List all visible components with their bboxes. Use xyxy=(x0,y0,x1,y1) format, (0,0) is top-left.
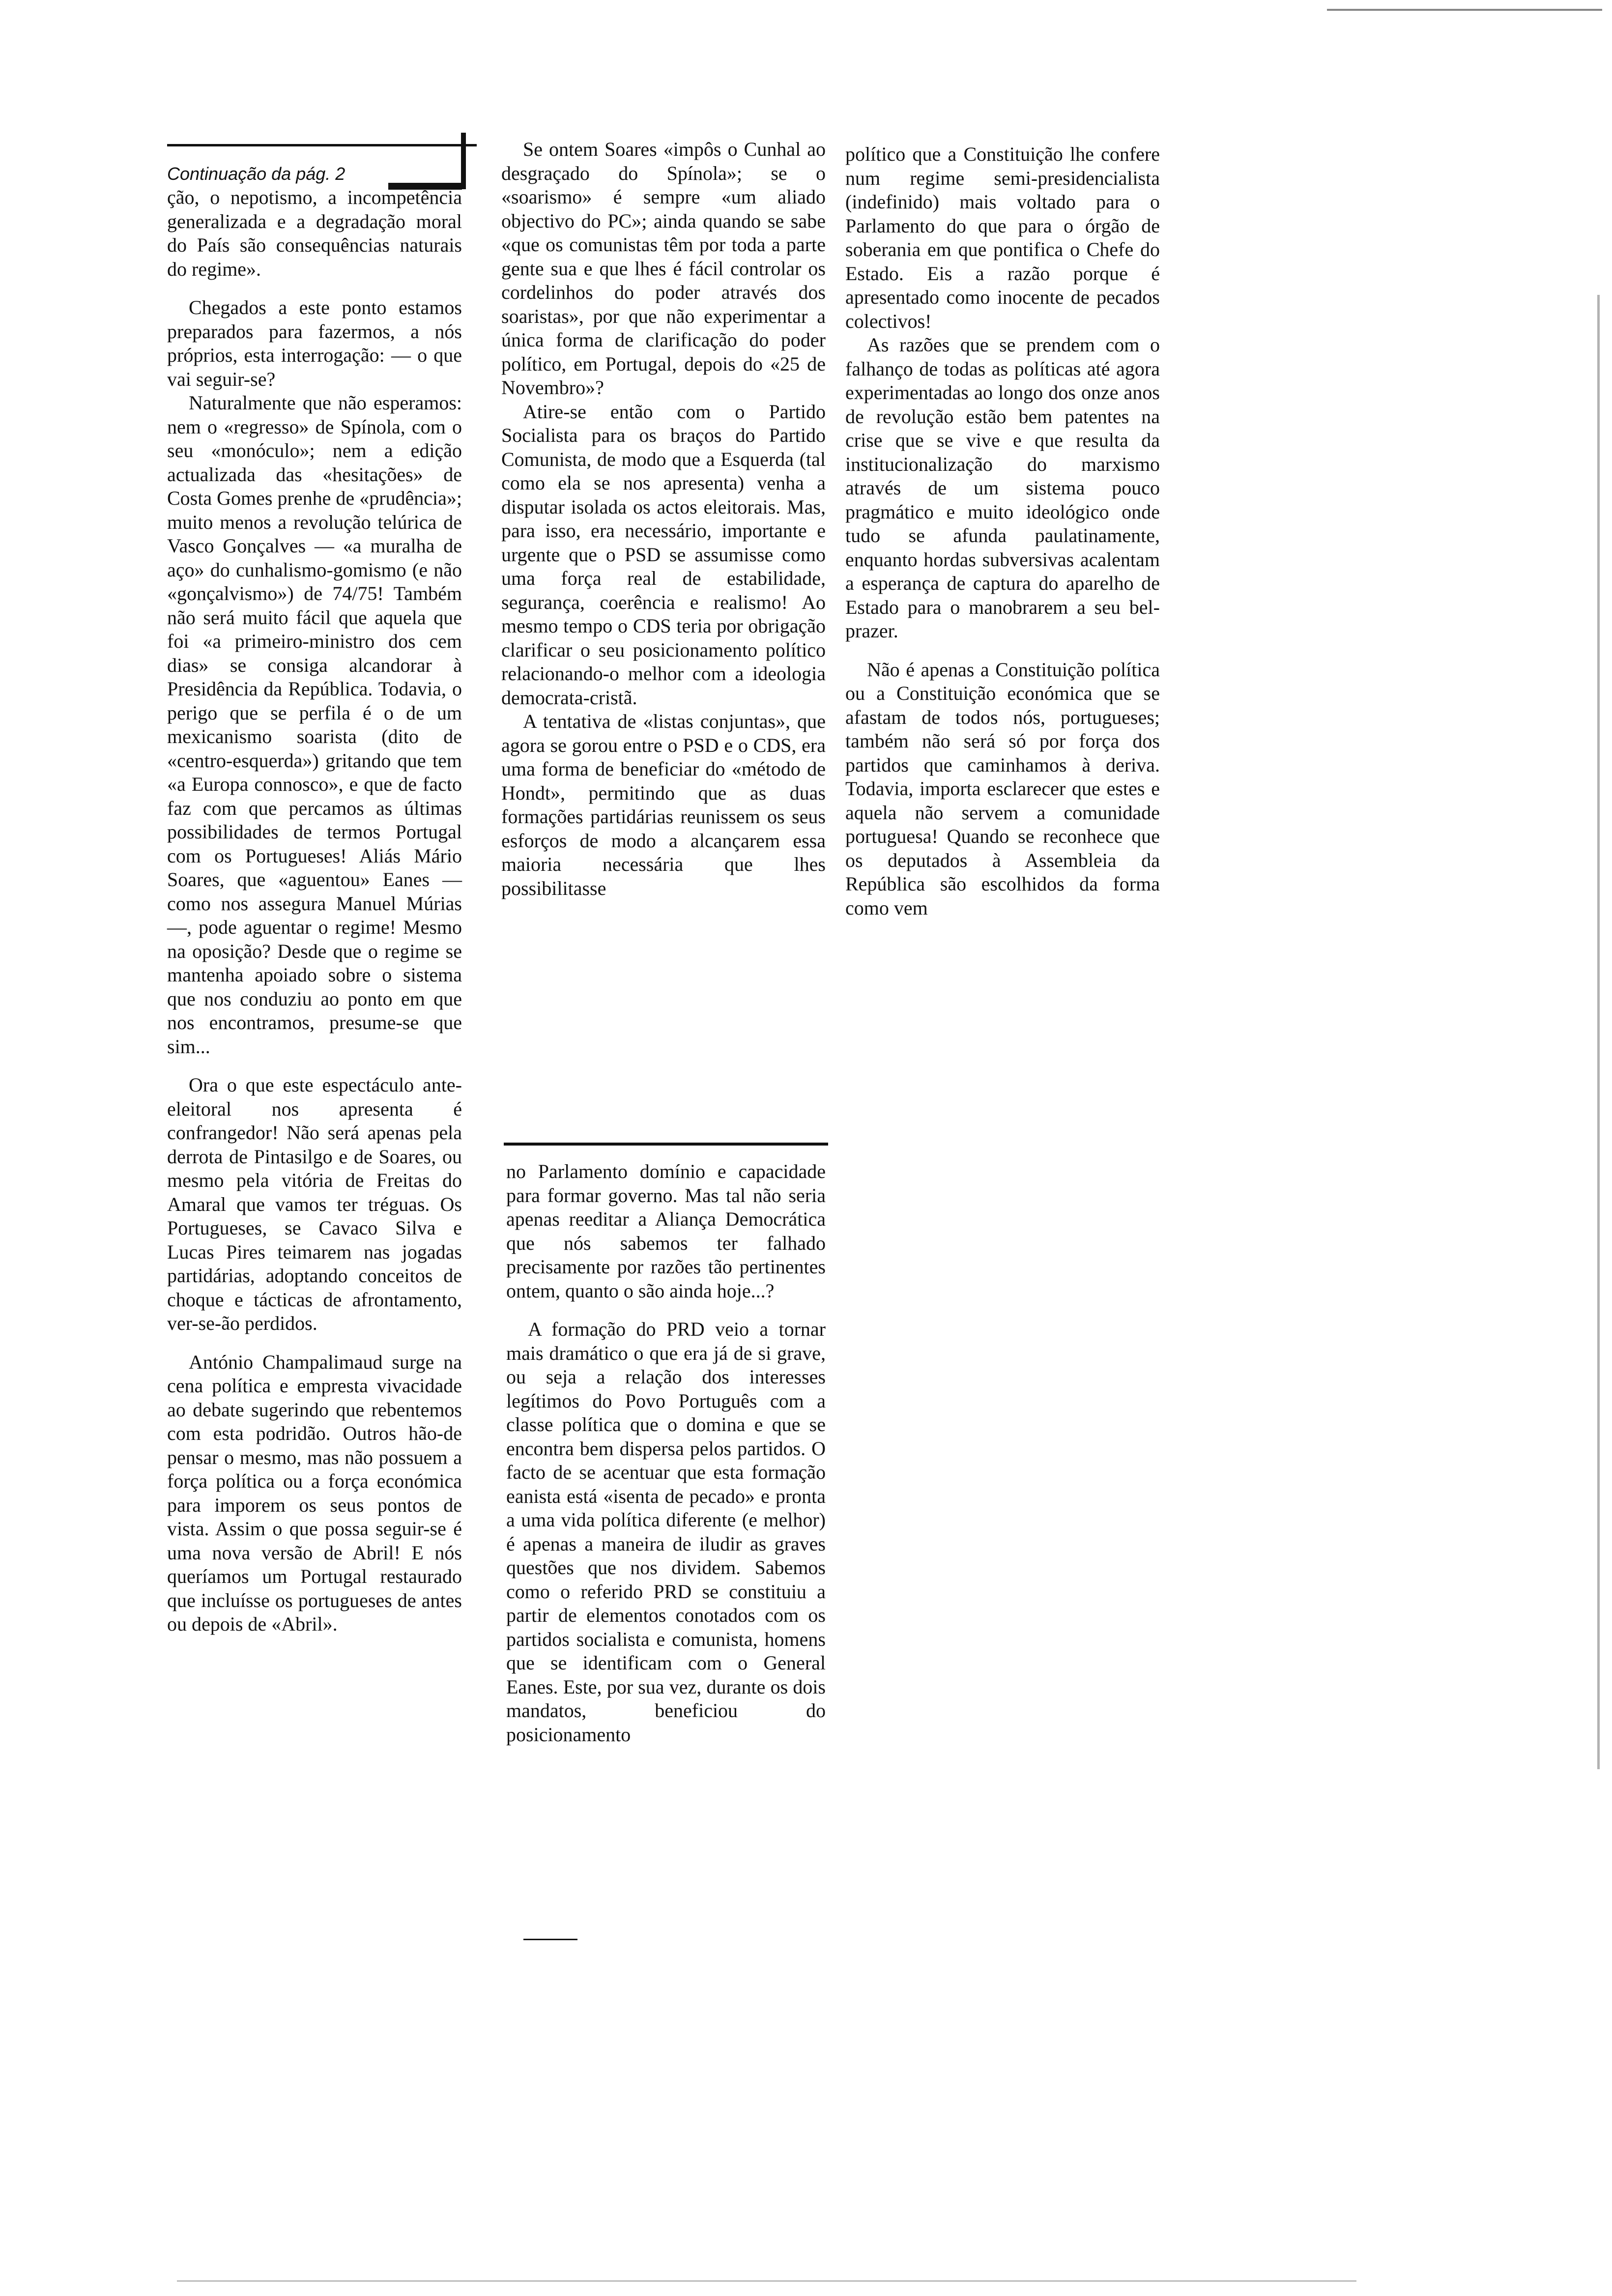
paragraph: A tentativa de «listas conjuntas», que agora se gorou entre o PSD e o CDS, era uma forma de beneficiar do «método de Hondt», permitindo que as duas formações partidárias reunissem os seus esforços de modo a alcançarem essa maioria necessária que lhes possibilitasse xyxy=(501,710,826,899)
scan-speck xyxy=(177,2280,1356,2282)
scan-speck xyxy=(1327,9,1602,11)
scan-speck xyxy=(1597,295,1600,1769)
paragraph: Chegados a este ponto estamos preparados para fazermos, a nós próprios, esta interrogação: — o que vai seguir-se? xyxy=(167,296,462,390)
end-rule xyxy=(523,1939,577,1940)
paragraph: António Champalimaud surge na cena política e empresta vivacidade ao debate sugerindo que rebentemos com esta podridão. Outros hão-de pensar o mesmo, mas não possuem a força política ou a força económica para imporem os seus pontos de vista. Assim o que possa seguir-se é uma nova versão de Abril! E nós queríamos um Portugal restaurado que incluísse os portugueses de antes ou depois de «Abril». xyxy=(167,1350,462,1635)
article-column-3 xyxy=(845,143,1160,920)
paragraph: no Parlamento domínio e capacidade para formar governo. Mas tal não seria apenas reeditar a Aliança Democrática que nós sabemos ter falhado precisamente por razões tão pertinentes ontem, quanto o são ainda hoje...? xyxy=(506,1160,826,1302)
paragraph: Ora o que este espectáculo ante-eleitoral nos apresenta é confrangedor! Não será apenas pela derrota de Pintasilgo e de Soares, ou mesmo pela vitória de Freitas do Amaral que vamos ter tréguas. Os Portugueses, se Cavaco Silva e Lucas Pires teimarem nas jogadas partidárias, adoptando conceitos de choque e tácticas de afrontamento, ver-se-ão perdidos. xyxy=(167,1074,462,1334)
paragraph: político que a Constituição lhe confere num regime semi-presidencialista (indefinido) mais voltado para o Parlamento do que para o órgão de soberania em que pontifica o Chefe do Estado. Eis a razão porque é apresentado como inocente de pecados colectivos! xyxy=(845,143,1160,332)
column-jump-rule xyxy=(504,1143,828,1146)
paragraph: Naturalmente que não esperamos: nem o «regresso» de Spínola, com o seu «monóculo»; nem a edição actualizada das «hesitações» de Costa Gomes prenhe de «prudência»; muito menos a revolução telúrica de Vasco Gonçalves — «a muralha de aço» do cunhalismo-gomismo (e não «gonçalvismo») de 74/75! Também não será muito fácil que aquela que foi «a primeiro-ministro dos cem dias» se consiga alcandorar à Presidência da República. Todavia, o perigo que se perfila é o de um mexicanismo soarista (dito de «centro-esquerda») gritando que tem «a Europa connosco», e que de facto faz com que percamos as últimas possibilidades de termos Portugal com os Portugueses! Aliás Mário Soares, que «aguentou» Eanes — como nos assegura Manuel Múrias —, pode aguentar o regime! Mesmo na oposição? Desde que o regime se mantenha apoiado sobre o sistema que nos conduziu ao ponto em que nos encontramos, presume-se que sim... xyxy=(167,392,462,1058)
article-column-2 xyxy=(501,138,826,900)
paragraph: Não é apenas a Constituição política ou a Constituição económica que se afastam de todos nós, portugueses; também não será só por força dos partidos que caminhamos à deriva. Todavia, importa esclarecer que estes e aquela não servem a comunidade portuguesa! Quando se reconhece que os deputados à Assembleia da República são escolhidos da forma como vem xyxy=(845,658,1160,919)
paragraph: ção, o nepotismo, a incompetência generalizada e a degradação moral do País são consequências naturais do regime». xyxy=(167,186,462,280)
paragraph: Atire-se então com o Partido Socialista para os braços do Partido Comunista, de modo que a Esquerda (tal como ela se nos apresenta) venha a disputar isolada os actos eleitorais. Mas, para isso, era necessário, importante e urgente que o PSD se assumisse como uma força real de estabilidade, segurança, coerência e realismo! Ao mesmo tempo o CDS teria por obrigação clarificar o seu posicionamento político relacionando-o melhor com a ideologia democrata-cristã. xyxy=(501,400,826,709)
paragraph: A formação do PRD veio a tornar mais dramático o que era já de si grave, ou seja a relação dos interesses legítimos do Povo Português com a classe política que o domina e que se encontra bem dispersa pelos partidos. O facto de se acentuar que esta formação eanista está «isenta de pecado» e pronta a uma vida política diferente (e melhor) é apenas a maneira de iludir as graves questões que nos dividem. Sabemos como o referido PRD se constituiu a partir de elementos conotados com os partidos socialista e comunista, homens que se identificam com o General Eanes. Este, por sua vez, durante os dois mandatos, beneficiou do posicionamento xyxy=(506,1318,826,1746)
article-column-1 xyxy=(167,162,462,1636)
header-rule xyxy=(167,144,477,146)
paragraph: Se ontem Soares «impôs o Cunhal ao desgraçado do Spínola»; se o «soarismo» é sempre «um aliado objectivo do PC»; ainda quando se sabe «que os comunistas têm por toda a parte gente sua e que lhes é fácil controlar os cordelinhos do poder através dos soaristas», por que não experimentar a única forma de clarificação do poder político, em Portugal, depois do «25 de Novembro»? xyxy=(501,138,826,399)
paragraph: As razões que se prendem com o falhanço de todas as políticas até agora experimentadas ao longo dos onze anos de revolução estão bem patentes na crise que se vive e que resulta da institucionalização do marxismo através de um sistema pouco pragmático e muito ideológico onde tudo se afunda paulatinamente, enquanto hordas subversivas acalentam a esperança de captura do aparelho de Estado para o manobrarem a seu bel-prazer. xyxy=(845,334,1160,642)
article-column-2-continued xyxy=(506,1160,826,1747)
continuation-label: Continuação da pág. 2 xyxy=(167,164,345,184)
